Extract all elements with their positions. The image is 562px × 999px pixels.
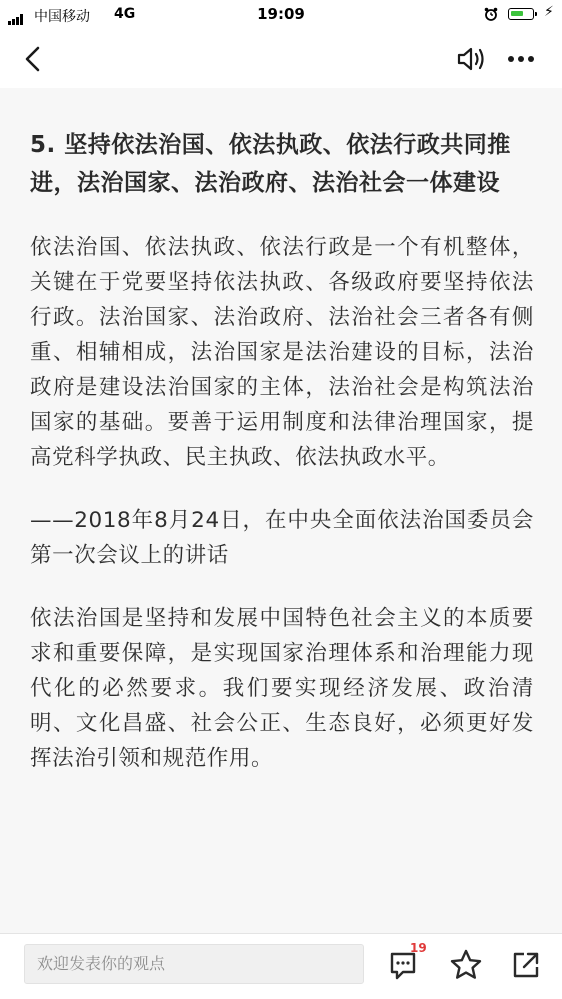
article-heading: 5. 坚持依法治国、依法执政、依法行政共同推进，法治国家、法治政府、法治社会一体建设 bbox=[30, 132, 511, 196]
nav-bar bbox=[0, 30, 562, 88]
battery-icon bbox=[508, 8, 534, 20]
network-type: 4G bbox=[114, 6, 136, 22]
share-icon[interactable] bbox=[510, 949, 542, 981]
chevron-left-icon[interactable] bbox=[18, 43, 50, 75]
clock: 19:09 bbox=[257, 5, 305, 23]
speaker-icon[interactable] bbox=[455, 44, 487, 74]
article-paragraph: 依法治国、依法执政、依法行政是一个有机整体，关键在于党要坚持依法执政、各级政府要坚持依法行政。法治国家、法治政府、法治社会三者各有侧重、相辅相成，法治国家是法治建设的目标，法治政府是建设法治国家的主体，法治社会是构筑法治国家的基础。要善于运用制度和法律治理国家，提高党科学执政、民主执政、依法执政水平。 bbox=[30, 235, 534, 470]
article-paragraph: 依法治国是坚持和发展中国特色社会主义的本质要求和重要保障，是实现国家治理体系和治理能力现代化的必然要求。我们要实现经济发展、政治清明、文化昌盛、社会公正、生态良好，必须更好发挥法治引领和规范作用。 bbox=[30, 606, 534, 771]
more-icon[interactable] bbox=[504, 44, 538, 74]
battery-tip bbox=[535, 12, 537, 16]
status-bar bbox=[0, 0, 562, 30]
charging-icon: ⚡ bbox=[544, 4, 554, 20]
bottom-bar bbox=[0, 933, 562, 999]
article-body bbox=[30, 88, 534, 933]
alarm-icon bbox=[484, 7, 498, 21]
quote-source: ——2018年8月24日，在中央全面依法治国委员会第一次会议上的讲话 bbox=[30, 508, 534, 568]
carrier-name: 中国移动 bbox=[34, 9, 90, 25]
comment-count-badge: 19 bbox=[410, 941, 427, 955]
star-icon[interactable] bbox=[449, 948, 483, 982]
comment-input[interactable]: 欢迎发表你的观点 bbox=[24, 944, 364, 984]
